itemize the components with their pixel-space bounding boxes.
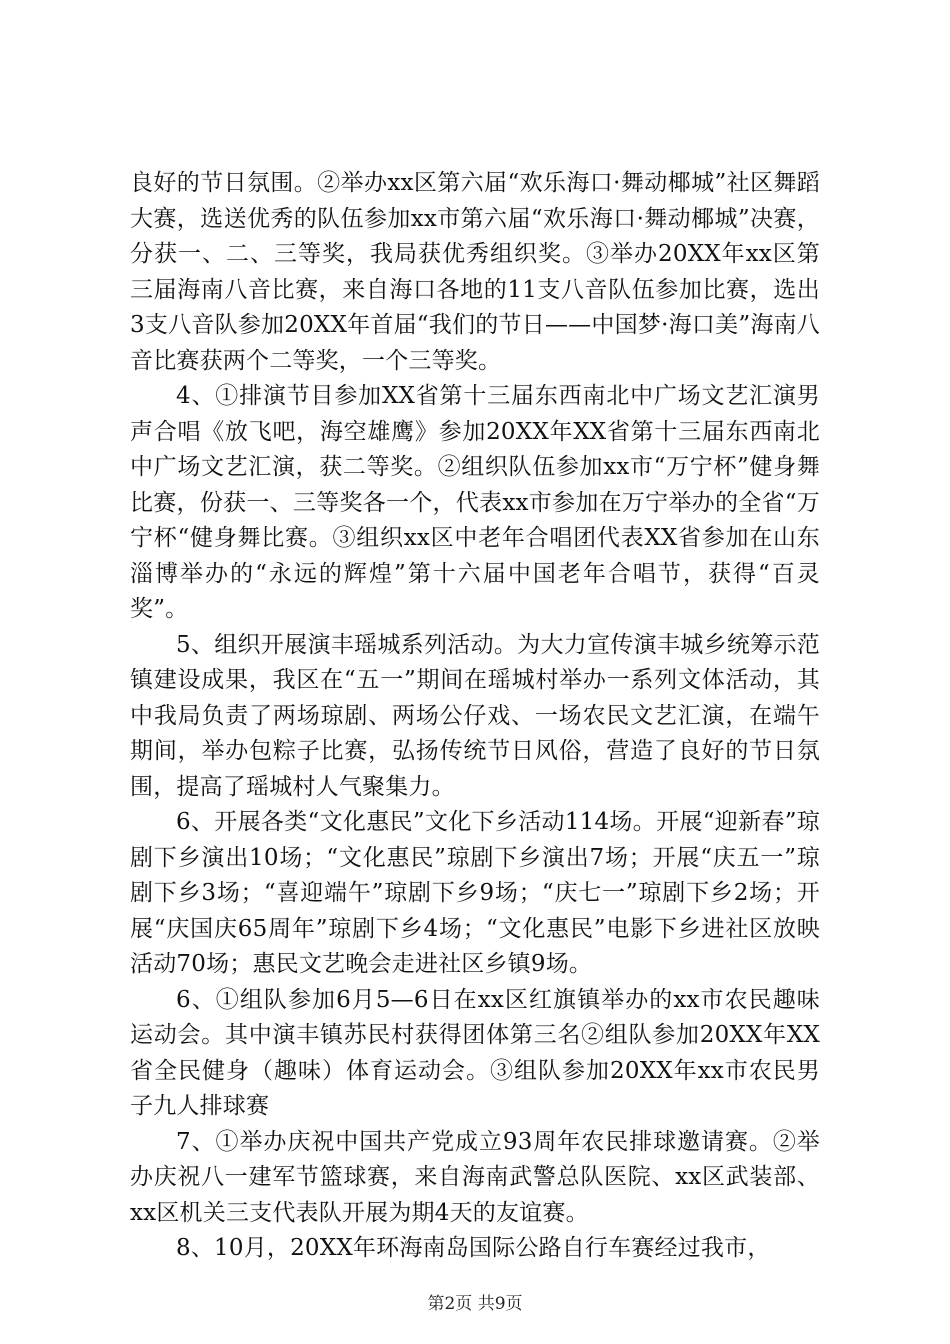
paragraph-item-6-sports: 6、①组队参加6月5—6日在xx区红旗镇举办的xx市农民趣味运动会。其中演丰镇苏民村获得团体第三名②组队参加20XX年XX省全民健身（趣味）体育运动会。③组队参加20XX年xx市农民男子九人排球赛	[130, 986, 820, 1119]
paragraph-continuation: 良好的节日氛围。②举办xx区第六届“欢乐海口·舞动椰城”社区舞蹈大赛，选送优秀的队伍参加xx市第六届“欢乐海口·舞动椰城”决赛，分获一、二、三等奖，我局获优秀组织奖。③举办20XX年xx区第三届海南八音比赛，来自海口各地的11支八音队伍参加比赛，选出3支八音队参加20XX年首届“我们的节日——中国梦·海口美”海南八音比赛获两个二等奖，一个三等奖。	[130, 170, 820, 374]
paragraph-item-7: 7、①举办庆祝中国共产党成立93周年农民排球邀请赛。②举办庆祝八一建军节篮球赛，来自海南武警总队医院、xx区武装部、xx区机关三支代表队开展为期4天的友谊赛。	[130, 1128, 820, 1226]
paragraph-item-4: 4、①排演节目参加XX省第十三届东西南北中广场文艺汇演男声合唱《放飞吧，海空雄鹰》参加20XX年XX省第十三届东西南北中广场文艺汇演，获二等奖。②组织队伍参加xx市“万宁杯”健身舞比赛，份获一、三等奖各一个，代表xx市参加在万宁举办的全省“万宁杯“健身舞比赛。③组织xx区中老年合唱团代表XX省参加在山东淄博举办的“永远的辉煌”第十六届中国老年合唱节，获得“百灵奖”。	[130, 383, 820, 622]
paragraph-item-8: 8、10月，20XX年环海南岛国际公路自行车赛经过我市，	[176, 1235, 771, 1261]
document-body	[130, 166, 820, 1267]
paragraph-item-5: 5、组织开展演丰瑶城系列活动。为大力宣传演丰城乡统筹示范镇建设成果，我区在“五一”期间在瑶城村举办一系列文体活动，其中我局负责了两场琼剧、两场公仔戏、一场农民文艺汇演，在端午期间，举办包粽子比赛，弘扬传统节日风俗，营造了良好的节日氛围，提高了瑶城村人气聚集力。	[130, 631, 820, 800]
paragraph-item-6-culture: 6、开展各类“文化惠民”文化下乡活动114场。开展“迎新春”琼剧下乡演出10场；“文化惠民”琼剧下乡演出7场；开展“庆五一”琼剧下乡3场；“喜迎端午”琼剧下乡9场；“庆七一”琼剧下乡2场；开展“庆国庆65周年”琼剧下乡4场；“文化惠民”电影下乡进社区放映活动70场；惠民文艺晚会走进社区乡镇9场。	[130, 809, 820, 977]
page-number-footer: 第2页 共9页	[427, 1294, 523, 1314]
